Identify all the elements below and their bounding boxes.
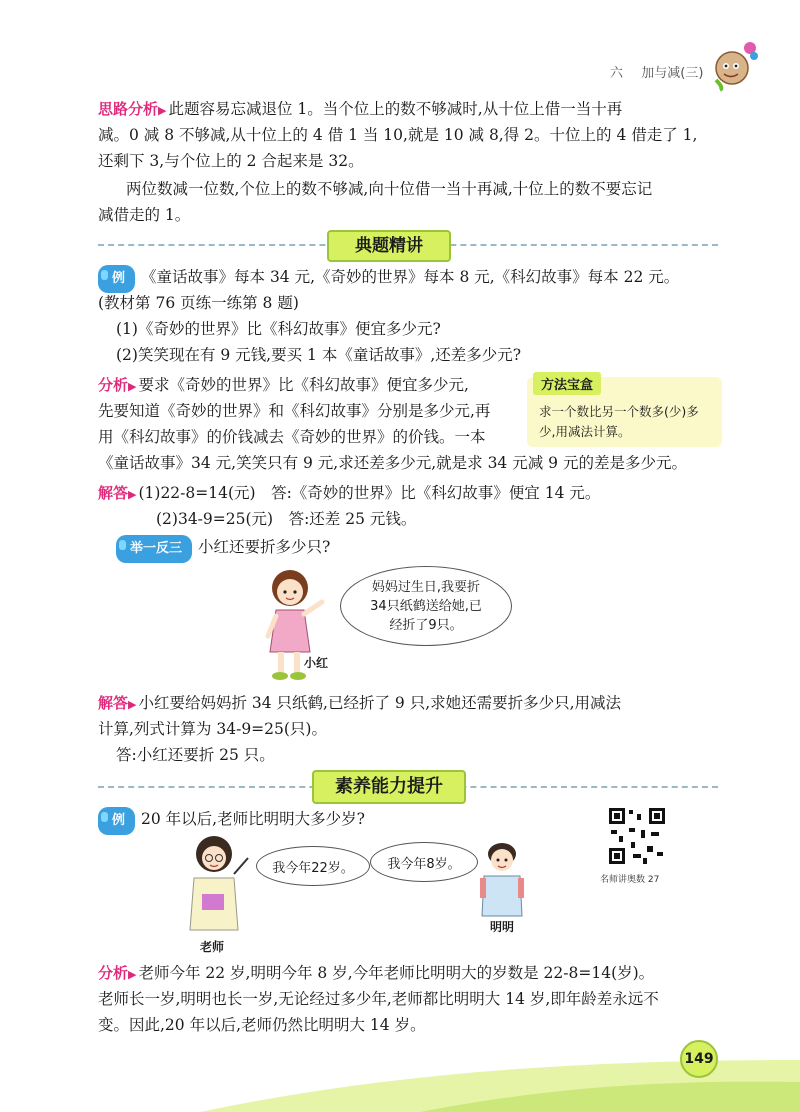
intro-line-3: 还剩下 3,与个位上的 2 合起来是 32。: [98, 152, 364, 170]
solution-label: 解答: [98, 694, 129, 712]
chapter-title: 加与减(三): [641, 66, 704, 81]
boy-name: 明明: [490, 920, 515, 934]
girl-speech-text: 妈妈过生日,我要折34只纸鹤送给她,已经折了9只。: [370, 579, 482, 633]
analysis-1-line-3: 用《科幻故事》的价钱减去《奇妙的世界》的价钱。一本: [98, 428, 486, 446]
teacher-speech-bubble: [256, 846, 370, 886]
qr-caption: 名师讲奥数 27: [600, 875, 660, 885]
qr-code: [607, 806, 667, 866]
example-1-line-2: (教材第 76 页练一练第 8 题): [98, 294, 299, 312]
example-pill: 例: [98, 265, 135, 293]
analysis-2-line-1: 分析▶ 老师今年 22 岁,明明今年 8 岁,今年老师比明明大的岁数是 22-8=14(岁)。: [98, 964, 655, 982]
analysis-2-line-2: 老师长一岁,明明也长一岁,无论经过多少年,老师都比明明大 14 岁,即年龄差永远不: [98, 990, 659, 1008]
intro-line-5: 减借走的 1。: [98, 206, 191, 224]
practice-line: 举一反三 小红还要折多少只?: [116, 534, 736, 563]
analysis-label: 分析: [98, 376, 129, 394]
girl-name: 小红: [304, 656, 329, 670]
example-1-line-1: 例 《童话故事》每本 34 元,《奇妙的世界》每本 8 元,《科幻故事》每本 22 元。: [98, 264, 718, 293]
method-title: 方法宝盒: [533, 372, 601, 395]
solution-line-1: 解答▶ 小红要给妈妈折 34 只纸鹤,已经折了 9 只,求她还需要折多少只,用减法: [98, 694, 622, 712]
answer-1-line-2: (2)34-9=25(元) 答:还差 25 元钱。: [156, 510, 417, 528]
boy-illustration: [474, 840, 534, 920]
practice-pill: 举一反三: [116, 535, 192, 563]
analysis-2-line-3: 变。因此,20 年以后,老师仍然比明明大 14 岁。: [98, 1016, 426, 1034]
method-text: 求一个数比另一个数多(少)多少,用减法计算。: [539, 404, 699, 439]
bottom-wave-decoration: [0, 1030, 800, 1112]
mascot-icon: [706, 36, 762, 92]
example-pill-2: 例: [98, 807, 135, 835]
answer-label: 解答: [98, 484, 129, 502]
analysis-1-line-1: 分析▶ 要求《奇妙的世界》比《科幻故事》便宜多少元,: [98, 376, 469, 394]
page-number: 149: [680, 1040, 718, 1078]
section-banner-2: 素养能力提升: [312, 770, 466, 804]
answer-1-line-1: 解答▶ (1)22-8=14(元) 答:《奇妙的世界》比《科幻故事》便宜 14 元。: [98, 484, 601, 502]
method-box: [527, 377, 722, 447]
girl-speech-bubble: [340, 566, 512, 646]
section-banner-1: 典题精讲: [327, 230, 451, 262]
teacher-illustration: [184, 834, 254, 934]
question-2: (2)笑笑现在有 9 元钱,要买 1 本《童话故事》,还差多少元?: [116, 346, 522, 364]
intro-line-1: 思路分析▶ 此题容易忘减退位 1。当个位上的数不够减时,从十位上借一当十再: [98, 100, 623, 118]
chapter-number: 六: [610, 66, 624, 81]
solution-line-3: 答:小红还要折 25 只。: [116, 746, 275, 764]
analysis-1-line-4: 《童话故事》34 元,笑笑只有 9 元,求还差多少元,就是求 34 元减 9 元的差是多少元。: [98, 454, 687, 472]
boy-speech-text: 我今年8岁。: [387, 856, 461, 872]
intro-label: 思路分析: [98, 100, 159, 118]
question-1: (1)《奇妙的世界》比《科幻故事》便宜多少元?: [116, 320, 441, 338]
analysis-label-2: 分析: [98, 964, 129, 982]
intro-line-4: 两位数减一位数,个位上的数不够减,向十位借一当十再减,十位上的数不要忘记: [126, 180, 653, 198]
analysis-1-line-2: 先要知道《奇妙的世界》和《科幻故事》分别是多少元,再: [98, 402, 491, 420]
example-2-line: 例 20 年以后,老师比明明大多少岁?: [98, 806, 718, 835]
boy-speech-bubble: [370, 842, 478, 882]
solution-line-2: 计算,列式计算为 34-9=25(只)。: [98, 720, 327, 738]
teacher-name: 老师: [200, 940, 225, 954]
teacher-speech-text: 我今年22岁。: [272, 860, 354, 876]
chapter-header: [610, 62, 703, 81]
intro-line-2: 减。0 减 8 不够减,从十位上的 4 借 1 当 10,就是 10 减 8,得 2。十位上的 4 借走了 1,: [98, 126, 698, 144]
